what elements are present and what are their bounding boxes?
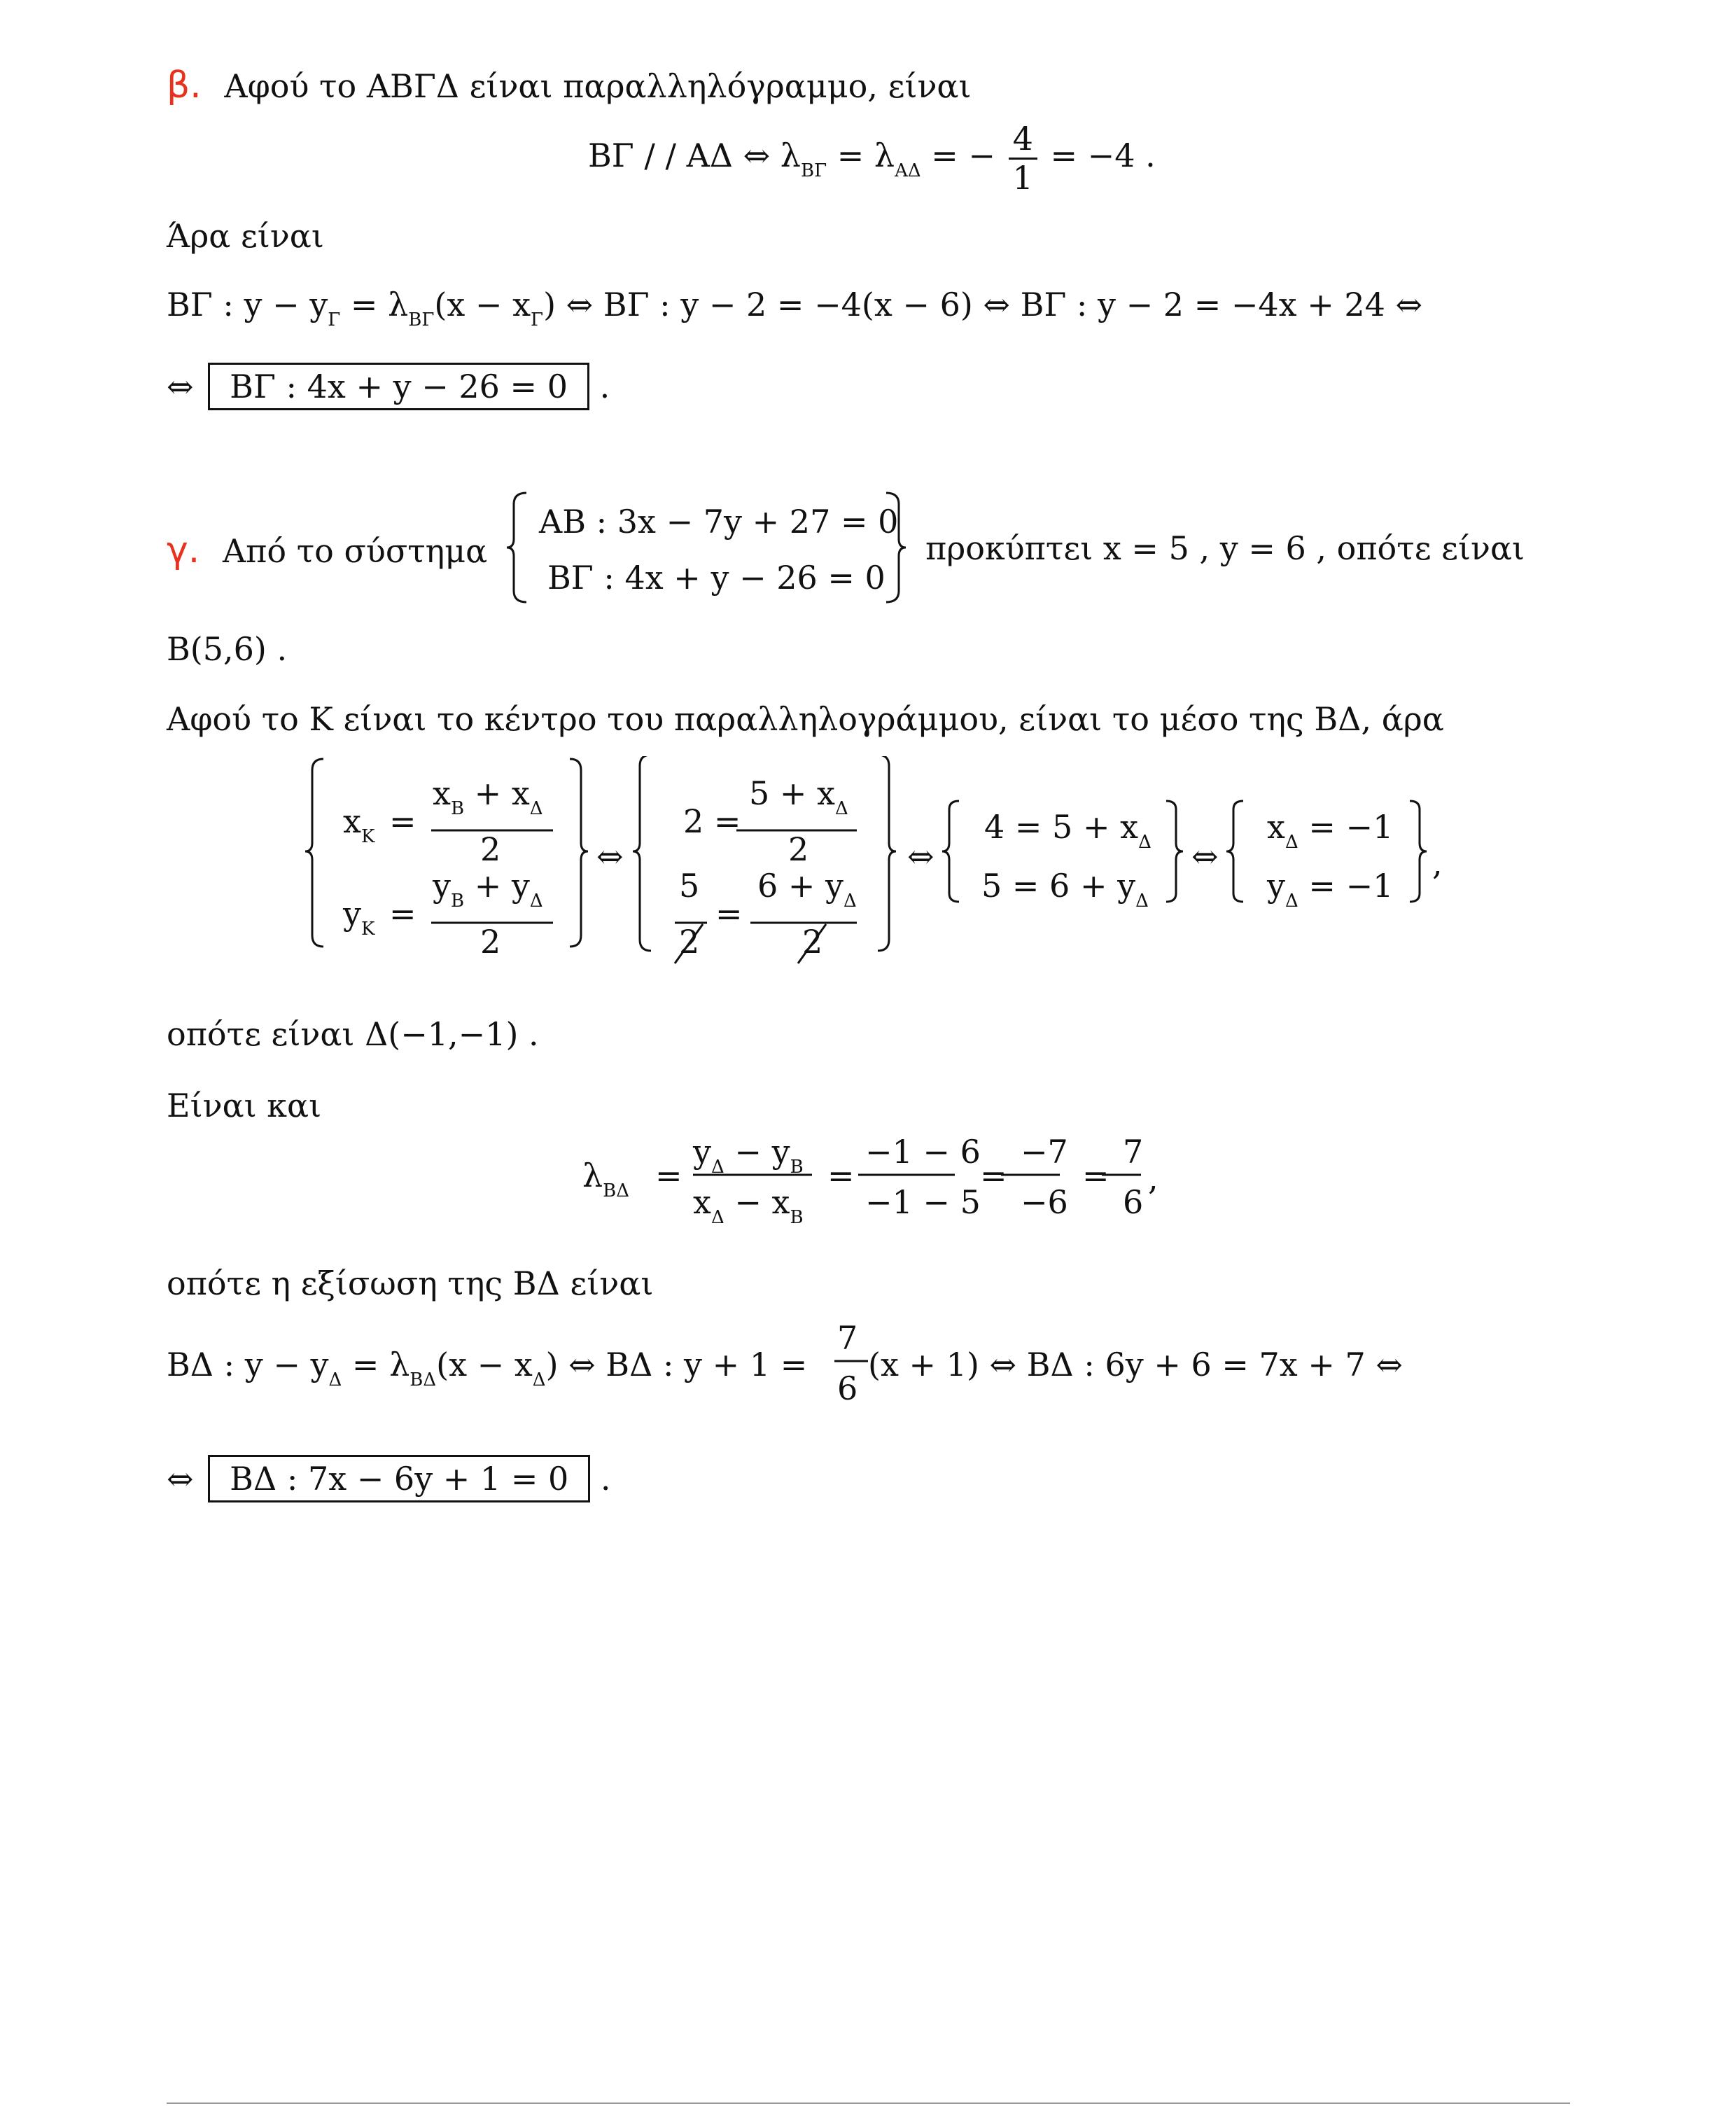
denominator: −1 − 5 (865, 1183, 981, 1221)
eq-left: 2 = (683, 802, 741, 840)
eq2-part: ΒΓ : y − y (167, 286, 328, 323)
xk (343, 802, 375, 847)
eq1-part: = −4 . (1040, 136, 1156, 174)
var: 4 = 5 + x (984, 808, 1139, 846)
var: y (1267, 867, 1285, 905)
eq2-sub: ΒΓ (408, 309, 435, 330)
sub: Β (450, 798, 465, 819)
sub: Δ (328, 1369, 342, 1390)
bg-equation (167, 288, 1422, 329)
sub: Δ (532, 1369, 546, 1390)
bd-equation (167, 1348, 807, 1389)
var: − y (724, 1133, 790, 1171)
numerator: 7 (1123, 1133, 1144, 1171)
system-line1: ΑΒ : 3x − 7y + 27 = 0 (539, 503, 899, 541)
numerator: −7 (1021, 1133, 1068, 1171)
var: x (433, 774, 451, 812)
denominator: 6 (837, 1369, 858, 1407)
fraction (1009, 120, 1037, 197)
equals: = (980, 1157, 1007, 1194)
sub: Δ (529, 891, 543, 912)
slope-num (693, 1133, 804, 1178)
system-result: προκύπτει x = 5 , y = 6 , οπότε είναι (925, 529, 1525, 567)
value: = −1 (1298, 867, 1394, 905)
sub: ΒΔ (603, 1180, 630, 1201)
eq1-sub: ΒΓ (800, 160, 827, 181)
eq2-sub: Γ (328, 309, 341, 330)
iff-symbol: ⇔ (907, 837, 934, 875)
period: . (599, 368, 610, 405)
gamma-intro: Από το σύστημα (222, 532, 488, 570)
iff-symbol: ⇔ (167, 1460, 194, 1498)
also-text: Είναι και (167, 1087, 322, 1124)
num-xb-xd (433, 774, 543, 819)
var: = λ (342, 1346, 410, 1383)
sub: Δ (835, 798, 848, 819)
beta-label: β. (167, 64, 202, 106)
var: (x − x (436, 1346, 533, 1383)
eq-4-5xd (984, 808, 1152, 853)
yd-value (1267, 867, 1394, 912)
iff-symbol: ⇔ (1191, 837, 1219, 875)
sub: Δ (1135, 891, 1149, 912)
sub: Κ (360, 826, 375, 847)
left-brace-icon (504, 490, 532, 606)
point-B: Β(5,6) . (167, 630, 288, 668)
var: x (1267, 808, 1285, 846)
slope-lambda (582, 1159, 629, 1200)
var: 5 + x (749, 774, 835, 812)
point-D: οπότε είναι Δ(−1,−1) . (167, 1015, 539, 1053)
numerator: −1 − 6 (865, 1133, 981, 1171)
bg-result (167, 363, 610, 410)
sub: Δ (1138, 832, 1152, 853)
sub: Δ (1285, 891, 1298, 912)
iff-symbol: ⇔ (596, 837, 624, 875)
sub: Δ (529, 798, 543, 819)
sub: Δ (1284, 832, 1298, 853)
parallel-equation (588, 120, 1156, 197)
numerator: 5 (679, 867, 700, 905)
bd-frac-bar (832, 1358, 874, 1365)
var: + y (464, 867, 530, 905)
gamma-label: γ. (167, 529, 200, 571)
iff-symbol: ⇔ (167, 368, 194, 405)
var: 6 + y (757, 867, 844, 905)
system-line2: ΒΓ : 4x + y − 26 = 0 (547, 559, 886, 597)
equals: = (389, 802, 416, 840)
var: ΒΔ : y − y (167, 1346, 329, 1383)
var: − x (724, 1183, 790, 1221)
equals: = (827, 1157, 855, 1194)
numerator: 7 (837, 1319, 858, 1357)
xd-value (1267, 808, 1394, 853)
denominator-cancelled: 2 (679, 923, 700, 961)
var: x (693, 1183, 711, 1221)
bd-equation-rest: (x + 1) ⇔ ΒΔ : 6y + 6 = 7x + 7 ⇔ (868, 1346, 1403, 1383)
eq1-part: ΒΓ / / ΑΔ ⇔ λ (588, 136, 801, 174)
center-text: Αφού το Κ είναι το κέντρο του παραλληλογράμμου, είναι το μέσο της ΒΔ, άρα (167, 700, 1444, 738)
sub: Δ (844, 891, 857, 912)
boxed-result: ΒΓ : 4x + y − 26 = 0 (208, 363, 589, 410)
period: . (600, 1460, 611, 1498)
eq2-part: (x − x (434, 286, 531, 323)
var: x (343, 802, 361, 840)
sub: Κ (361, 919, 375, 940)
equation-text: οπότε η εξίσωση της ΒΔ είναι (167, 1264, 654, 1302)
sub: Β (451, 891, 465, 912)
eq1-part: = λ (827, 136, 895, 174)
eq2-part: = λ (340, 286, 409, 323)
sub: ΒΔ (410, 1369, 437, 1390)
num-yb-yd (433, 867, 543, 912)
var: ) ⇔ ΒΔ : y + 1 = (545, 1346, 808, 1383)
num-6-yd (757, 867, 857, 912)
sub: Δ (710, 1207, 724, 1228)
denominator: 2 (480, 923, 501, 961)
var: y (343, 895, 361, 933)
equals: = (389, 895, 416, 933)
right-brace-icon (881, 490, 909, 606)
yk (343, 895, 375, 940)
denominator: −6 (1021, 1183, 1068, 1221)
comma: , (1148, 1159, 1158, 1197)
num-5-xd (749, 774, 848, 819)
beta-intro: Αφού το ΑΒΓΔ είναι παραλληλόγραμμο, είναι (224, 67, 972, 105)
numerator: 4 (1009, 120, 1037, 160)
denominator: 2 (480, 830, 501, 868)
eq1-sub: ΑΔ (895, 160, 921, 181)
gamma-line (167, 529, 488, 571)
denominator: 2 (788, 830, 809, 868)
sub: Β (790, 1207, 804, 1228)
var: λ (582, 1157, 603, 1194)
equals: = (715, 895, 743, 933)
beta-line (167, 64, 972, 106)
ara-text: Άρα είναι (167, 217, 324, 255)
eq1-part: = − (920, 136, 995, 174)
footer-rule (167, 2102, 1570, 2104)
eq-5-6yd (981, 867, 1149, 912)
var: y (433, 867, 451, 905)
var: y (693, 1133, 711, 1171)
slope-den (693, 1183, 804, 1228)
equals: = (1082, 1157, 1110, 1194)
sub: Β (790, 1157, 804, 1178)
value: = −1 (1298, 808, 1394, 846)
boxed-result: ΒΔ : 7x − 6y + 1 = 0 (208, 1455, 590, 1502)
var: + x (464, 774, 530, 812)
bd-result (167, 1455, 611, 1502)
sub: Δ (711, 1157, 724, 1178)
denominator: 6 (1123, 1183, 1144, 1221)
denominator-cancelled: 2 (802, 923, 823, 961)
equals: = (655, 1157, 682, 1194)
denominator: 1 (1012, 158, 1033, 197)
eq2-part: ) ⇔ ΒΓ : y − 2 = −4(x − 6) ⇔ ΒΓ : y − 2 = −4x + 24 ⇔ (543, 286, 1423, 323)
eq2-sub: Γ (531, 309, 544, 330)
var: 5 = 6 + y (981, 867, 1136, 905)
comma: , (1432, 844, 1443, 882)
